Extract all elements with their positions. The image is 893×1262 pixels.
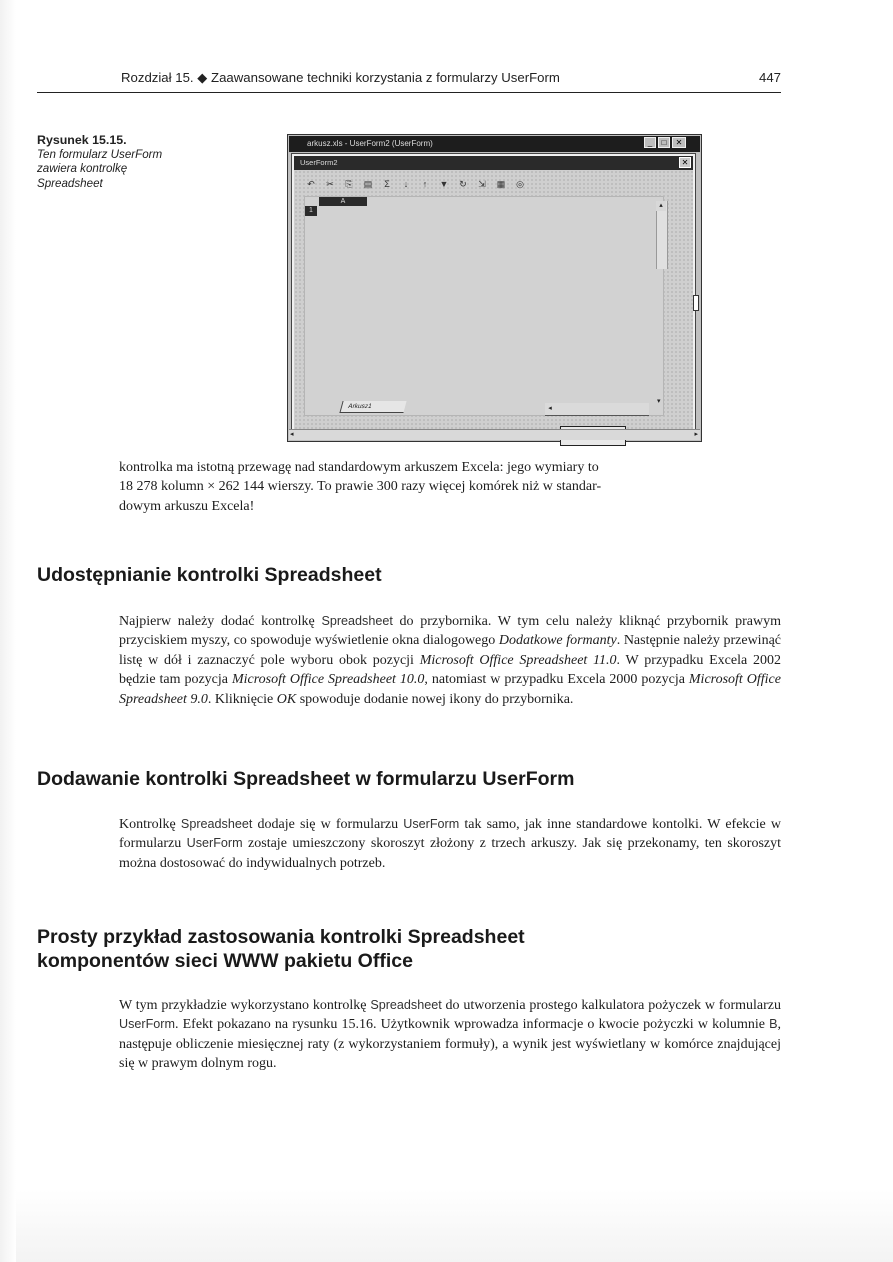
text-run: Najpierw należy dodać kontrolkę bbox=[119, 614, 322, 629]
section-heading-adding: Dodawanie kontrolki Spreadsheet w formularzu UserForm bbox=[37, 768, 575, 790]
text-run: . W przypadku Excela 2002 będzie tam pozycja bbox=[119, 652, 781, 688]
text-run: Kontrolkę bbox=[119, 817, 181, 832]
text-run: , natomiast w przypadku Excela 2000 pozycja bbox=[424, 672, 689, 688]
spreadsheet-toolbar bbox=[304, 176, 592, 192]
vertical-scrollbar[interactable] bbox=[656, 201, 668, 269]
column-header[interactable]: A bbox=[319, 197, 367, 206]
minimize-icon[interactable]: _ bbox=[644, 137, 656, 148]
sheet-tab-label: Arkusz1 bbox=[347, 403, 373, 410]
window-titlebar bbox=[289, 136, 700, 152]
paragraph-continued bbox=[119, 458, 781, 516]
italic-term: Microsoft Office Spreadsheet 11.0 bbox=[419, 652, 617, 668]
horizontal-scrollbar[interactable] bbox=[545, 403, 649, 416]
code-term: UserForm bbox=[186, 836, 243, 851]
heading-line: komponentów sieci WWW pakietu Office bbox=[37, 950, 413, 972]
italic-term: OK bbox=[276, 691, 297, 707]
filter-icon[interactable]: ▼ bbox=[439, 179, 449, 189]
sort-desc-icon[interactable]: ↑ bbox=[422, 179, 428, 189]
italic-term: Microsoft Office Spreadsheet 9.0 bbox=[119, 672, 781, 707]
properties-icon[interactable]: ▦ bbox=[496, 179, 506, 189]
figure-label: Rysunek 15.15. bbox=[37, 133, 127, 147]
userform-titlebar bbox=[294, 156, 693, 170]
userform-body bbox=[294, 170, 693, 430]
autosum-icon[interactable]: Σ bbox=[384, 179, 390, 189]
export-icon[interactable]: ⇲ bbox=[478, 179, 486, 189]
figure-caption bbox=[37, 133, 177, 191]
cut-icon[interactable]: ✂ bbox=[326, 179, 334, 189]
text-run: do przybornika. W tym celu należy kliknąć przybornik prawym przyciskiem myszy, co spowoduje wyświetlenie okna dialogowego bbox=[119, 614, 781, 649]
spreadsheet-control[interactable] bbox=[304, 196, 664, 416]
scroll-left-icon[interactable]: ◂ bbox=[548, 405, 552, 412]
figure-screenshot bbox=[287, 134, 702, 442]
code-term: Spreadsheet bbox=[370, 998, 442, 1012]
paragraph-line: 18 278 kolumn × 262 144 wierszy. To prawie 300 razy więcej komórek niż w standar- bbox=[119, 479, 602, 495]
userform-close-icon[interactable]: ✕ bbox=[679, 157, 691, 168]
italic-term: Microsoft Office Spreadsheet 10.0 bbox=[231, 672, 425, 688]
paragraph-line: dowym arkuszu Excela! bbox=[119, 498, 255, 514]
window-title: arkusz.xls - UserForm2 (UserForm) bbox=[307, 139, 433, 148]
maximize-icon[interactable]: □ bbox=[658, 137, 670, 148]
text-run: zostaje umieszczony skoroszyt złożony z trzech arkuszy. Jak się przekonamy, ten skoroszyt można dostosować do indywidualnych potrzeb. bbox=[119, 836, 781, 871]
resize-handle[interactable] bbox=[693, 295, 699, 311]
text-run: do utworzenia prostego kalkulatora pożyczek w formularzu bbox=[441, 998, 781, 1013]
text-run: . Kliknięcie bbox=[207, 691, 277, 707]
text-run: . Następnie należy przewinąć listę w dół i zaznaczyć pole wyboru obok pozycji bbox=[119, 633, 781, 668]
figure-caption-text: Ten formularz UserForm zawiera kontrolkę Spreadsheet bbox=[37, 147, 163, 190]
userform-title: UserForm2 bbox=[300, 158, 338, 167]
paragraph-example bbox=[119, 996, 781, 1074]
italic-term: Dodatkowe formanty bbox=[498, 633, 617, 649]
code-term: Spreadsheet bbox=[321, 614, 393, 628]
help-icon[interactable]: ◎ bbox=[516, 179, 524, 189]
paragraph-line: kontrolka ma istotną przewagę nad standardowym arkuszem Excela: jego wymiary to bbox=[119, 460, 599, 475]
paste-icon[interactable]: ▤ bbox=[363, 179, 373, 189]
refresh-icon[interactable]: ↻ bbox=[459, 179, 467, 189]
page-number: 447 bbox=[758, 70, 781, 85]
window-scroll-right-icon[interactable]: ▸ bbox=[694, 431, 698, 438]
text-run: W tym przykładzie wykorzystano kontrolkę bbox=[119, 998, 371, 1013]
copy-icon[interactable]: ⎘ bbox=[345, 179, 353, 189]
userform-window bbox=[292, 154, 695, 432]
text-run: dodaje się w formularzu bbox=[252, 817, 404, 832]
paragraph-sharing bbox=[119, 612, 781, 709]
sort-asc-icon[interactable]: ↓ bbox=[403, 179, 409, 189]
heading-line: Prosty przykład zastosowania kontrolki Spreadsheet bbox=[37, 926, 525, 948]
paragraph-adding bbox=[119, 815, 781, 873]
running-head bbox=[37, 70, 781, 93]
code-term: B bbox=[769, 1017, 778, 1032]
section-heading-example bbox=[37, 925, 525, 973]
chapter-title: Rozdział 15. ◆ Zaawansowane techniki korzystania z formularzy UserForm bbox=[121, 70, 560, 85]
scan-edge bbox=[0, 0, 16, 1262]
sheet-tab[interactable] bbox=[339, 401, 406, 413]
code-term: UserForm bbox=[403, 817, 460, 831]
scroll-up-icon[interactable]: ▴ bbox=[656, 201, 666, 211]
text-run: . Efekt pokazano na rysunku 15.16. Użytkownik wprowadza informacje o kwocie pożyczki w kolumnie bbox=[174, 1017, 770, 1033]
code-term: UserForm bbox=[119, 1017, 175, 1032]
code-term: Spreadsheet bbox=[180, 817, 253, 831]
window-horizontal-scrollbar[interactable] bbox=[289, 429, 700, 440]
undo-icon[interactable]: ↶ bbox=[307, 179, 315, 189]
text-run: tak samo, jak inne standardowe kontolki. W efekcie w formularzu bbox=[119, 817, 782, 852]
close-icon[interactable]: ✕ bbox=[672, 137, 686, 148]
section-heading-sharing: Udostępnianie kontrolki Spreadsheet bbox=[37, 564, 382, 586]
window-scroll-left-icon[interactable]: ◂ bbox=[290, 431, 294, 438]
text-run: , następuje obliczenie miesięcznej raty (z wykorzystaniem formuły), a wynik jest wyświetlany w komórce znajdującej się w prawym dolnym rogu. bbox=[119, 1017, 781, 1072]
row-header[interactable]: 1 bbox=[305, 206, 317, 216]
text-run: spowoduje dodanie nowej ikony do przybornika. bbox=[296, 691, 574, 707]
scroll-down-icon[interactable]: ▾ bbox=[657, 398, 661, 405]
